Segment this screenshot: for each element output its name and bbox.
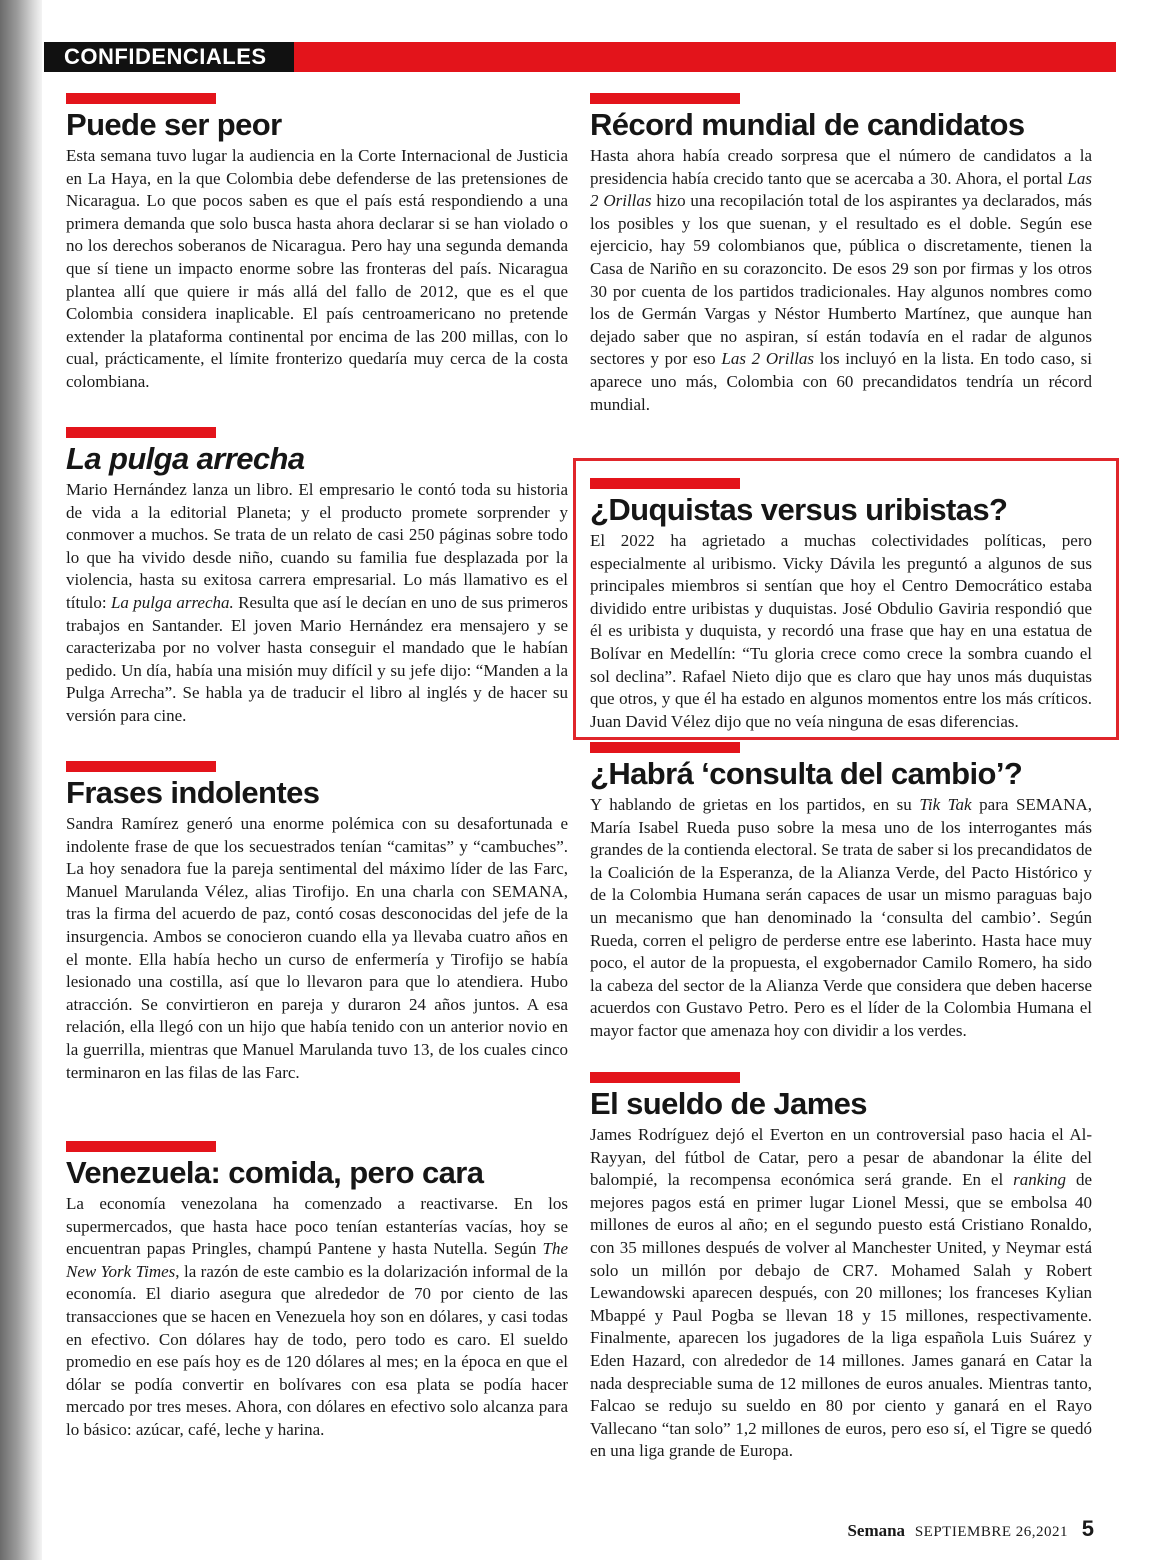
article-title: El sueldo de James [590,1086,867,1121]
text-run: Resulta que así le decían en uno de sus primeros trabajos en Santander. El joven Mario Hernández era mensajero y se caracterizaba por no volver hasta conseguir el mandado que le habían pedido. Un día, había una misión muy difícil y su jefe dijo: “Manden a la Pulga Arrecha”. Se habla ya de traducir el libro al inglés y de hacer su versión para cine. [66,592,568,725]
text-run: para SEMANA, María Isabel Rueda puso sobre la mesa uno de los interrogantes más grandes de la contienda electoral. Se trata de saber si los precandidatos de la Coalición de la Esperanza, de la Alianza Verde, del Pacto Histórico y de la Colombia Humana serán capaces de usar un mismo paraguas bajo un mecanismo que han denominado la ‘consulta del cambio’. Según Rueda, corren el peligro de perderse entre ese laberinto. Hasta hace muy poco, el autor de la propuesta, el exgobernador Camilo Romero, ha sido la cabeza del sector de la Alianza Verde que considera que deben hacerse acuerdos con Gustavo Petro. Pero es el líder de la Colombia Humana el mayor factor que amenaza hoy con dividir a los verdes. [590,795,1092,1040]
article-body [66,813,568,1084]
text-run: El 2022 ha agrietado a muchas colectividades políticas, pero especialmente al uribismo. Vicky Dávila les preguntó a algunos de sus principales miembros si sentían que hoy el Centro Democrático estaba dividido entre uribistas y duquistas. José Obdulio Gaviria respondió que él es uribista y duquista, y recordó una frase que hay en una estatua de Bolívar en Medellín: “Tu gloria crece como crece la sombra cuando el sol declina”. Rafael Nieto dijo que es claro que hay unos más duquistas que otros, y que él ha estado en algunos momentos entre los más críticos. Juan David Vélez dijo que no veía ninguna de esas diferencias. [590,531,1092,731]
article-duquistas-versus-uribistas [590,478,1092,733]
magazine-name: Semana [847,1521,906,1540]
article-title: ¿Duquistas versus uribistas? [590,492,1008,527]
text-run: Hasta ahora había creado sorpresa que el número de candidatos a la presidencia había crecido tanto que se acercaba a 30. Ahora, el portal [590,146,1092,188]
italic-text-run: ranking [1013,1170,1067,1190]
italic-text-run: Tik Tak [919,795,972,814]
article-frases-indolentes [66,761,568,1084]
article-la-pulga-arrecha [66,427,568,728]
italic-text-run: The New York Times [66,1239,568,1281]
article-title: Frases indolentes [66,775,320,810]
italic-text-run: Las 2 Orillas [721,349,815,369]
page-spine-shadow [0,0,42,1560]
article-body [66,1193,568,1442]
text-run: Mario Hernández lanza un libro. El empresario le contó toda su historia de vida a la editorial Planeta; y el producto promete sorprender y conmover a muchos. Se trata de un relato de casi 250 páginas sobre todo lo que ha vivido desde niño, cuando su familia fue desplazada por la violencia, hasta su exitosa carrera empresarial. Lo más llamativo es el título: [66,480,568,612]
text-run: , la razón de este cambio es la dolarización informal de la economía. El diario asegura que alrededor de 70 por ciento de las transacciones que se hacen en Venezuela hoy son en dólares, y casi todas en efectivo. Con dólares hay de todo, pero todo es caro. El sueldo promedio en ese país hoy es de 120 dólares al mes; en la época en que el dólar se podía convertir en bolívares con esa plata se podía hacer mercado por tres meses. Ahora, con dólares en efectivo solo alcanza para lo básico: azúcar, café, leche y harina. [66,1261,568,1439]
italic-text-run: La pulga arrecha. [110,592,234,612]
text-run: de mejores pagos está en primer lugar Lionel Messi, que se embolsa 40 millones de euros al año; en el segundo puesto está Cristiano Ronaldo, con 35 millones después de volver al Manchester United, y Neymar está solo un millón por debajo de CR7. Mohamed Salah y Robert Lewandowski aparecen después, con 20 millones; los franceses Kylian Mbappé y Paul Pogba se llevan 18 y 15 millones, respectivamente. Finalmente, aparecen los jugadores de la liga española Luis Suárez y Eden Hazard, con alrededor de 14 millones. James ganará en Catar la nada despreciable suma de 12 millones de euros anuales. Mientras tanto, Falcao se redujo su sueldo en 80 por ciento y ganará en el Rayo Vallecano “tan solo” 1,2 millones de euros, pero eso sí, el Tigre se quedó en una liga grande de Europa. [590,1170,1092,1461]
article-red-rule [590,478,740,489]
article-body [66,479,568,728]
article-venezuela [66,1141,568,1442]
text-run: Sandra Ramírez generó una enorme polémica con su desafortunada e indolente frase de que los secuestrados tenían “camitas” y “cambuches”. La hoy senadora fue la pareja sentimental del máximo líder de las Farc, Manuel Marulanda Vélez, alias Tirofijo. En una charla con SEMANA, tras la firma del acuerdo de paz, contó cosas desconocidas del jefe de la insurgencia. Ambos se conocieron cuando ella ya llevaba cuatro años en el monte. Ella había hecho un curso de enfermería y Tirofijo se había lesionado una costilla, así que lo llevaron para que lo atendiera. Hubo atracción. Se convirtieron en pareja y duraron 24 años juntos. A esa relación, ella llegó con un hijo que había tenido con un anterior novio en la guerrilla, mientras que Manuel Marulanda tuvo 13, de los cuales cinco terminaron en las filas de las Farc. [66,814,568,1082]
article-el-sueldo-de-james [590,1072,1092,1463]
article-consulta-del-cambio [590,742,1092,1043]
article-title: La pulga arrecha [66,441,305,476]
italic-text-run: Las 2 Orillas [590,168,1092,211]
article-body [590,794,1092,1043]
issue-date: SEPTIEMBRE 26,2021 [914,1524,1068,1540]
text-run: James Rodríguez dejó el Everton en un controversial paso hacia el Al-Rayyan, del fútbol de Catar, pero a pesar de abandonar la élite del balompié, la recompensa económica será grande. En el [590,1125,1092,1190]
article-red-rule [66,1141,216,1152]
page-number: 5 [1081,1516,1094,1541]
article-red-rule [590,1072,740,1083]
article-red-rule [590,742,740,753]
article-body [590,530,1092,733]
article-title: Récord mundial de candidatos [590,107,1025,142]
article-red-rule [590,93,740,104]
article-title: Puede ser peor [66,107,282,142]
text-run: hizo una recopilación total de los aspirantes ya declarados, más los posibles y los que suenan, y el resultado es el doble. Según ese ejercicio, hay 59 colombianos que, pública o discretamente, tienen la Casa de Nariño en su corazoncito. De esos 29 son por firmas y los otros 30 por cuenta de los partidos tradicionales. Hay algunos nombres como los de Germán Vargas y Néstor Humberto Martínez, que aunque han dejado saber que no aspiran, sí están todavía en el radar de algunos sectores y por eso [590,191,1093,369]
text-run: Esta semana tuvo lugar la audiencia en la Corte Internacional de Justicia en La Haya, en la que Colombia debe defenderse de las pretensiones de Nicaragua. Lo que pocos saben es que el país está respondiendo a una primera demanda que solo busca hasta ahora declarar si se han violado o no los derechos soberanos de Nicaragua. Pero hay una segunda demanda que sí tiene un impacto enorme sobre las fronteras del país. Nicaragua plantea allí que quiere ir más allá del fallo de 2012, que es el que Colombia considera inaplicable. El país centroamericano no pretende extender la plataforma continental por encima de las 200 millas, con lo cual, prácticamente, el límite fronterizo quedaría muy cerca de la costa colombiana. [66,146,568,391]
article-red-rule [66,427,216,438]
page-footer [847,1516,1094,1542]
section-header-bar [44,42,1116,72]
article-title: ¿Habrá ‘consulta del cambio’? [590,756,1023,791]
article-puede-ser-peor [66,93,568,394]
text-run: La economía venezolana ha comenzado a reactivarse. En los supermercados, que hasta hace poco tenían estanterías vacías, hoy se encuentran papas Pringles, champú Pantene y hasta Nutella. Según [66,1194,568,1259]
article-body [66,145,568,394]
article-body [590,145,1092,416]
text-run: los incluyó en la lista. En todo caso, si aparece uno más, Colombia con 60 precandidatos tendría un récord mundial. [590,349,1092,414]
article-red-rule [66,93,216,104]
article-red-rule [66,761,216,772]
article-title: Venezuela: comida, pero cara [66,1155,484,1190]
section-label: CONFIDENCIALES [64,44,267,69]
article-body [590,1124,1092,1463]
article-record-mundial [590,93,1092,416]
text-run: Y hablando de grietas en los partidos, en su [590,795,920,814]
